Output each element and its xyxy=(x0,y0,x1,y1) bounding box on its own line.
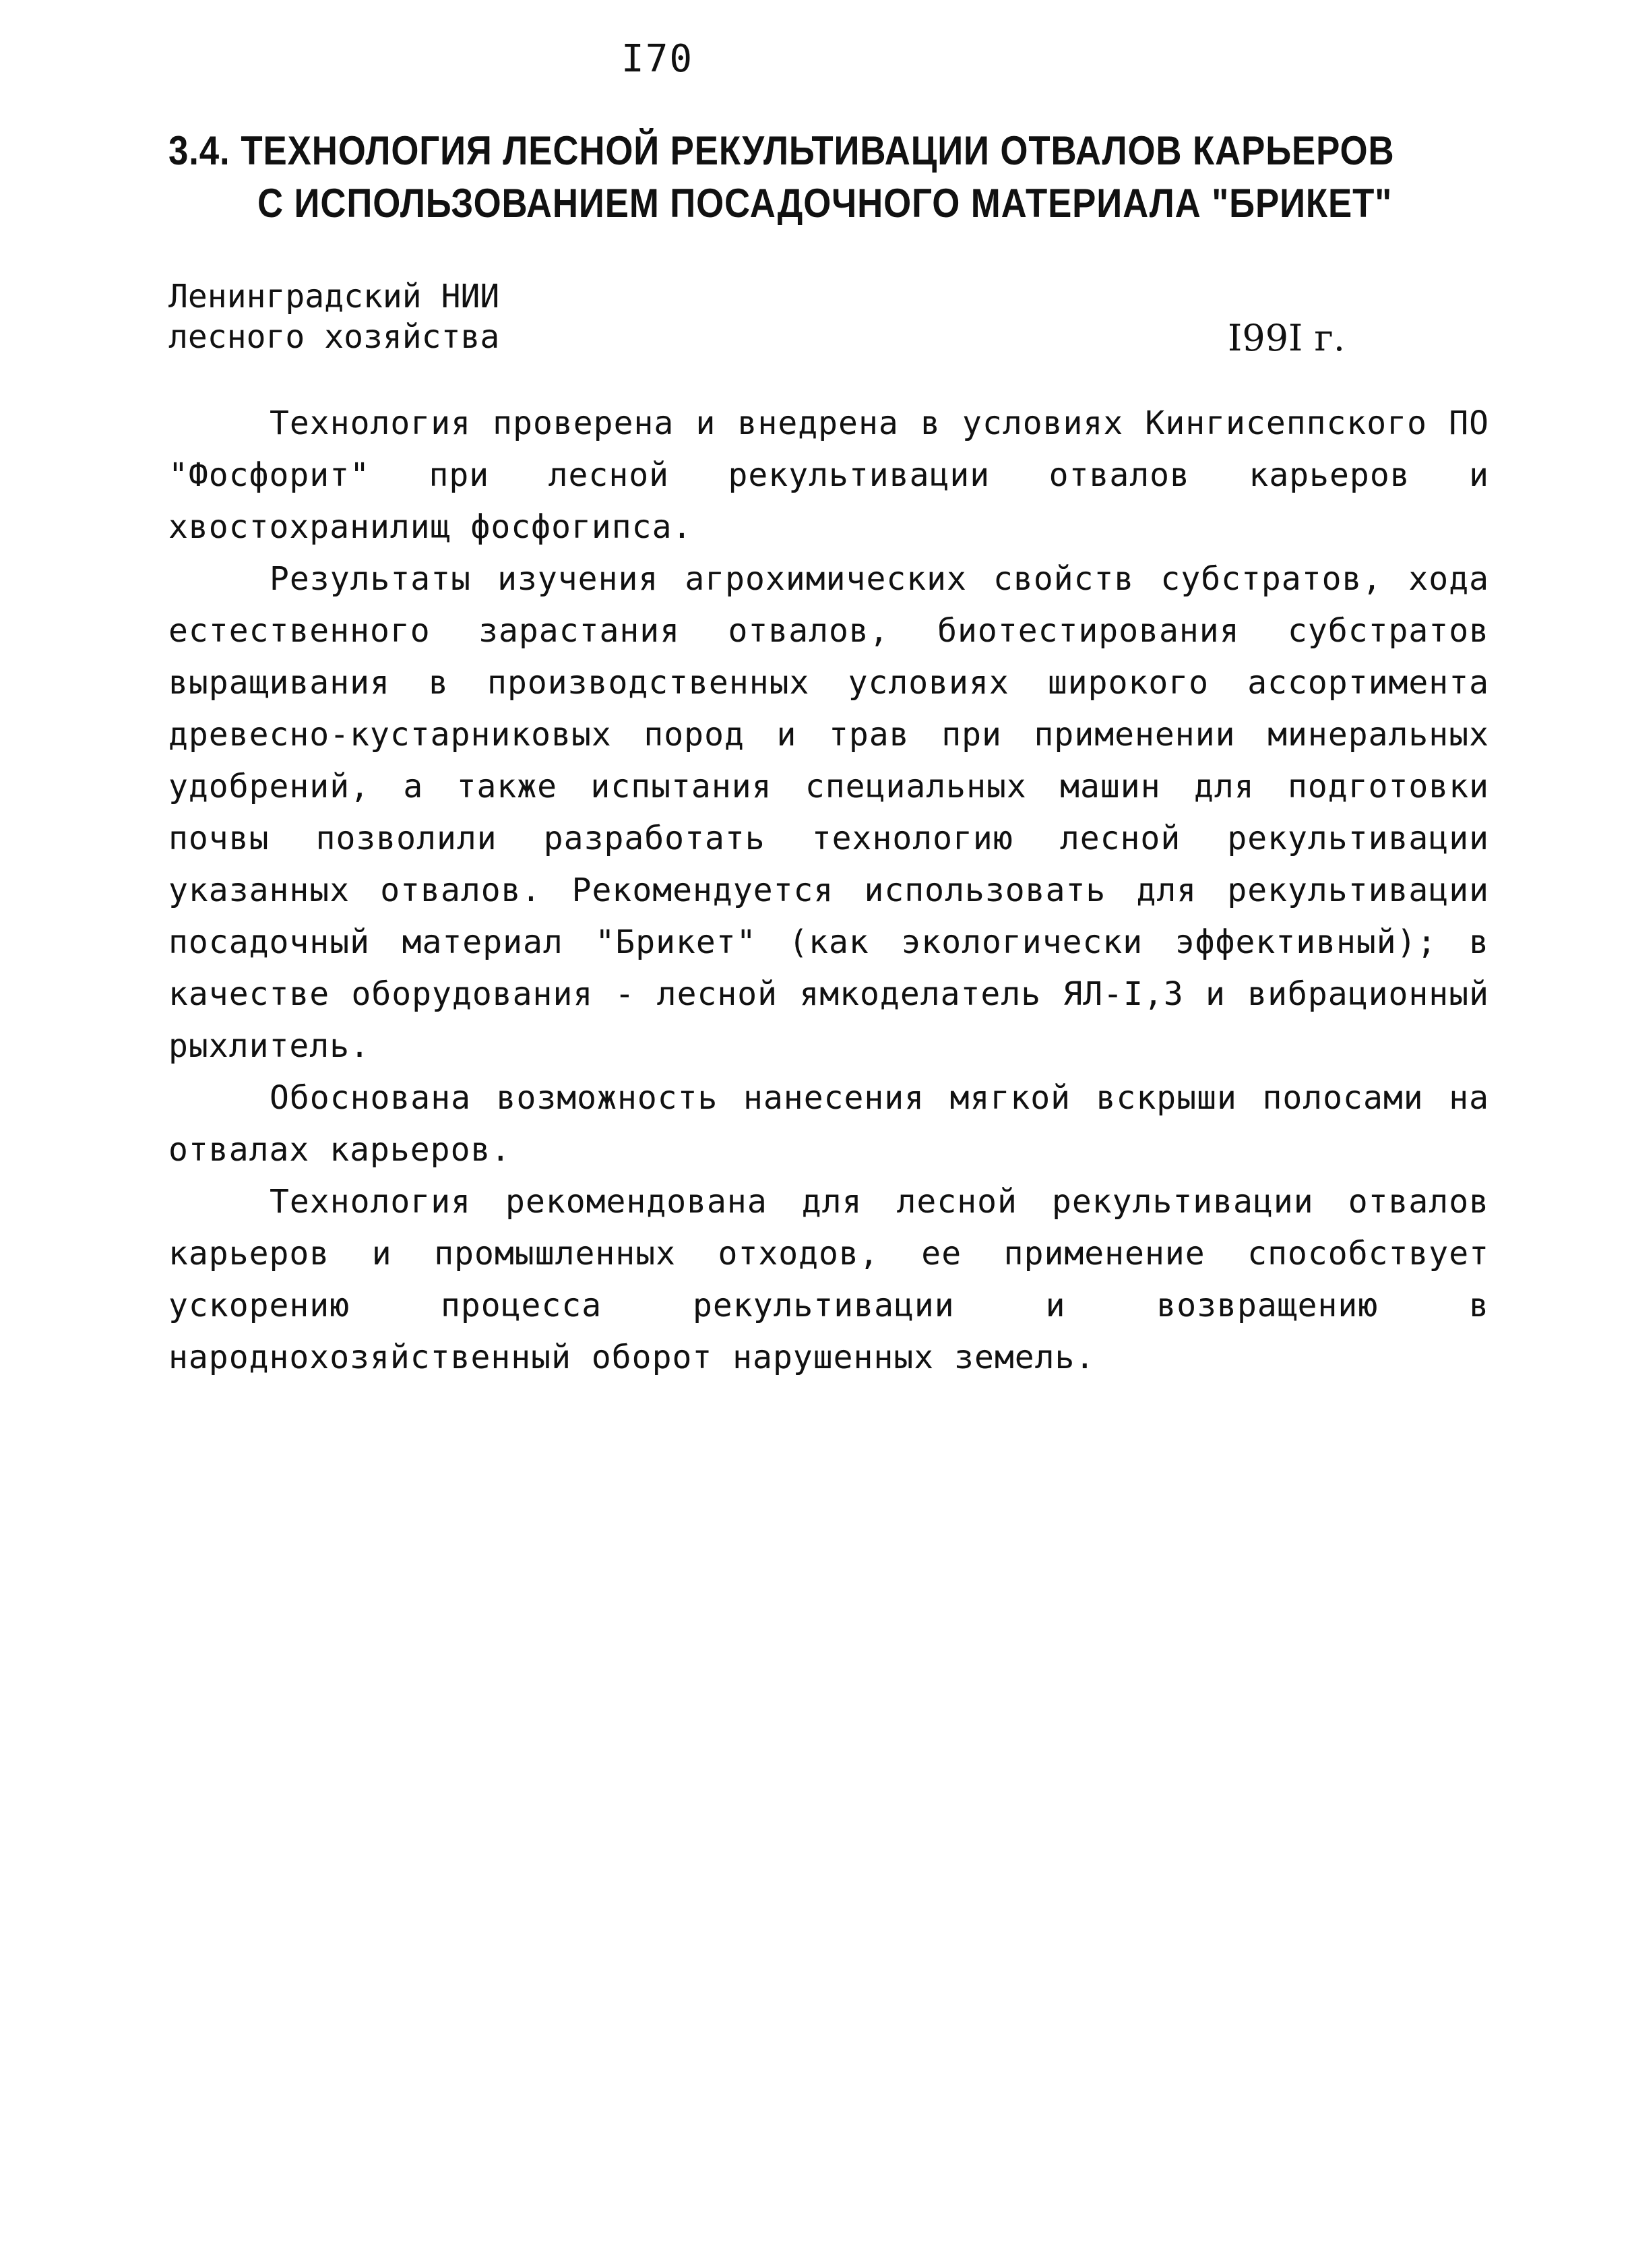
paragraph-2: Результаты изучения агрохимических свойств субстратов, хода естественного зарастания отвалов, биотестирования субстратов выращивания в производственных условиях широкого ассортимента древесно-кустарниковых пород и трав при применении минеральных удобрений, а также испытания специальных машин для подготовки почвы позволили разработать технологию лесной рекультивации указанных отвалов. Рекомендуется использовать для рекультивации посадочный материал "Брикет" (как экологически эффективный); в качестве оборудования - лесной ямкоделатель ЯЛ-I,3 и вибрационный рыхлитель. xyxy=(168,560,1489,1065)
body-text xyxy=(168,398,1489,1384)
organization xyxy=(168,276,499,357)
organization-line-2: лесного хозяйства xyxy=(168,318,500,356)
page-number: I70 xyxy=(621,37,694,81)
heading-line-1 xyxy=(168,125,1395,177)
organization-line-1: Ленинградский НИИ xyxy=(168,278,500,315)
paragraph-1: Технология проверена и внедрена в условиях Кингисеппского ПО "Фосфорит" при лесной рекультивации отвалов карьеров и хвостохранилищ фосфогипса. xyxy=(168,404,1489,546)
publication-year: I99I г. xyxy=(1228,317,1345,359)
heading-title-line-2: С ИСПОЛЬЗОВАНИЕМ ПОСАДОЧНОГО МАТЕРИАЛА "БРИКЕТ" xyxy=(257,181,1393,226)
paragraph-4: Технология рекомендована для лесной рекультивации отвалов карьеров и промышленных отходов, ее применение способствует ускорению процесса рекультивации и возвращению в народнохозяйственный оборот нарушенных земель. xyxy=(168,1183,1489,1376)
section-heading xyxy=(168,125,1449,230)
heading-title-line-1: ТЕХНОЛОГИЯ ЛЕСНОЙ РЕКУЛЬТИВАЦИИ ОТВАЛОВ КАРЬЕРОВ xyxy=(241,128,1395,173)
section-number: 3.4. xyxy=(168,128,230,173)
paragraph-3: Обоснована возможность нанесения мягкой вскрыши полосами на отвалах карьеров. xyxy=(168,1079,1489,1169)
